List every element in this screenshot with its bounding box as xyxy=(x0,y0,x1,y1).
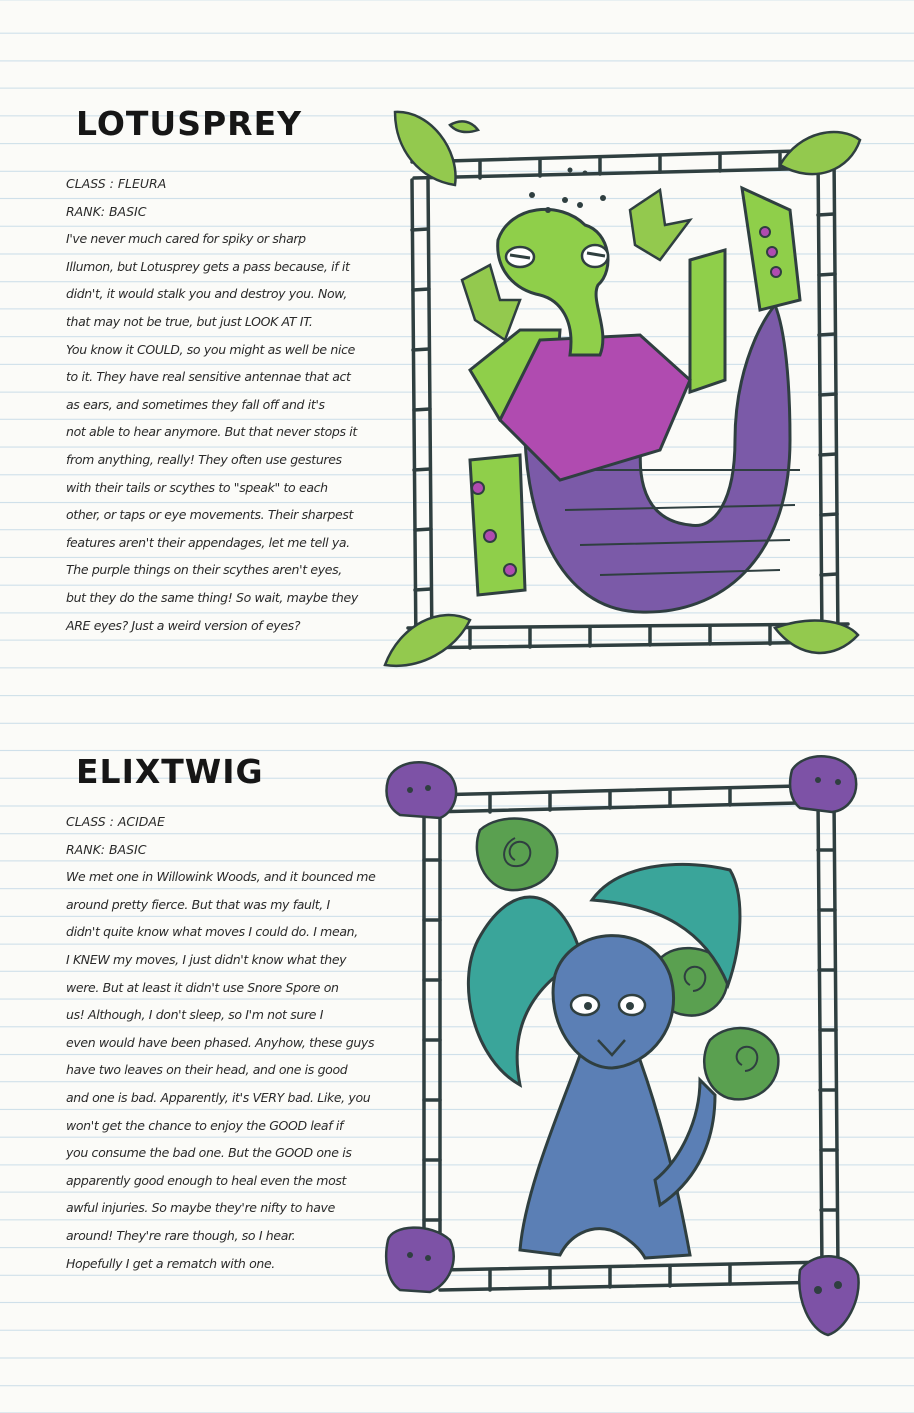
entry-title: ELIXTWIG xyxy=(76,752,264,791)
description-line: but they do the same thing! So wait, maybe they xyxy=(66,589,358,605)
description-line: apparently good enough to heal even the most xyxy=(66,1172,347,1188)
entry-info xyxy=(66,808,376,1277)
description-line: as ears, and sometimes they fall off and it's xyxy=(66,396,325,412)
description-line: ARE eyes? Just a weird version of eyes? xyxy=(66,617,301,633)
entry-info xyxy=(66,170,372,639)
description-line: and one is bad. Apparently, it's VERY bad. Like, you xyxy=(66,1089,371,1105)
description-line: Illumon, but Lotusprey gets a pass because, if it xyxy=(66,258,350,274)
description-line: You know it COULD, so you might as well be nice xyxy=(66,341,355,357)
description-line: Hopefully I get a rematch with one. xyxy=(66,1255,275,1271)
description-line: even would have been phased. Anyhow, these guys xyxy=(66,1034,375,1050)
description-line: with their tails or scythes to "speak" to each xyxy=(66,479,328,495)
description-line: The purple things on their scythes aren't eyes, xyxy=(66,562,342,578)
description-line: us! Although, I don't sleep, so I'm not sure I xyxy=(66,1007,324,1023)
description-line: We met one in Willowink Woods, and it bounced me xyxy=(66,869,376,885)
description-line: awful injuries. So maybe they're nifty to have xyxy=(66,1200,335,1216)
description-line: to it. They have real sensitive antennae that act xyxy=(66,369,351,385)
entry-rank: RANK: BASIC xyxy=(66,203,147,219)
entry-description xyxy=(66,863,376,1277)
entry-description xyxy=(66,225,372,639)
description-line: that may not be true, but just LOOK AT IT. xyxy=(66,313,313,329)
entry-rank: RANK: BASIC xyxy=(66,841,147,857)
description-line: didn't, it would stalk you and destroy you. Now, xyxy=(66,286,347,302)
elixtwig-body xyxy=(520,1055,690,1258)
description-line: features aren't their appendages, let me tell ya. xyxy=(66,534,350,550)
description-line: other, or taps or eye movements. Their sharpest xyxy=(66,507,354,523)
description-line: from anything, really! They often use gestures xyxy=(66,451,342,467)
description-line: didn't quite know what moves I could do. I mean, xyxy=(66,924,358,940)
description-line: were. But at least it didn't use Snore Spore on xyxy=(66,979,339,995)
description-line: won't get the chance to enjoy the GOOD leaf if xyxy=(66,1117,344,1133)
description-line: have two leaves on their head, and one is good xyxy=(66,1062,348,1078)
description-line: I KNEW my moves, I just didn't know what they xyxy=(66,951,347,967)
description-line: around! They're rare though, so I hear. xyxy=(66,1227,296,1243)
description-line: not able to hear anymore. But that never stops it xyxy=(66,424,357,440)
entry-class: CLASS : ACIDAE xyxy=(66,814,165,829)
entry-class: CLASS : FLEURA xyxy=(66,176,167,191)
description-line: I've never much cared for spiky or sharp xyxy=(66,231,306,247)
lotusprey-illustration xyxy=(376,100,876,700)
description-line: you consume the bad one. But the GOOD one is xyxy=(66,1145,352,1161)
description-line: around pretty fierce. But that was my fault, I xyxy=(66,896,330,912)
mantis-scythe-left xyxy=(470,455,525,595)
entry-title: LOTUSPREY xyxy=(76,104,303,143)
elixtwig-illustration xyxy=(380,740,880,1340)
